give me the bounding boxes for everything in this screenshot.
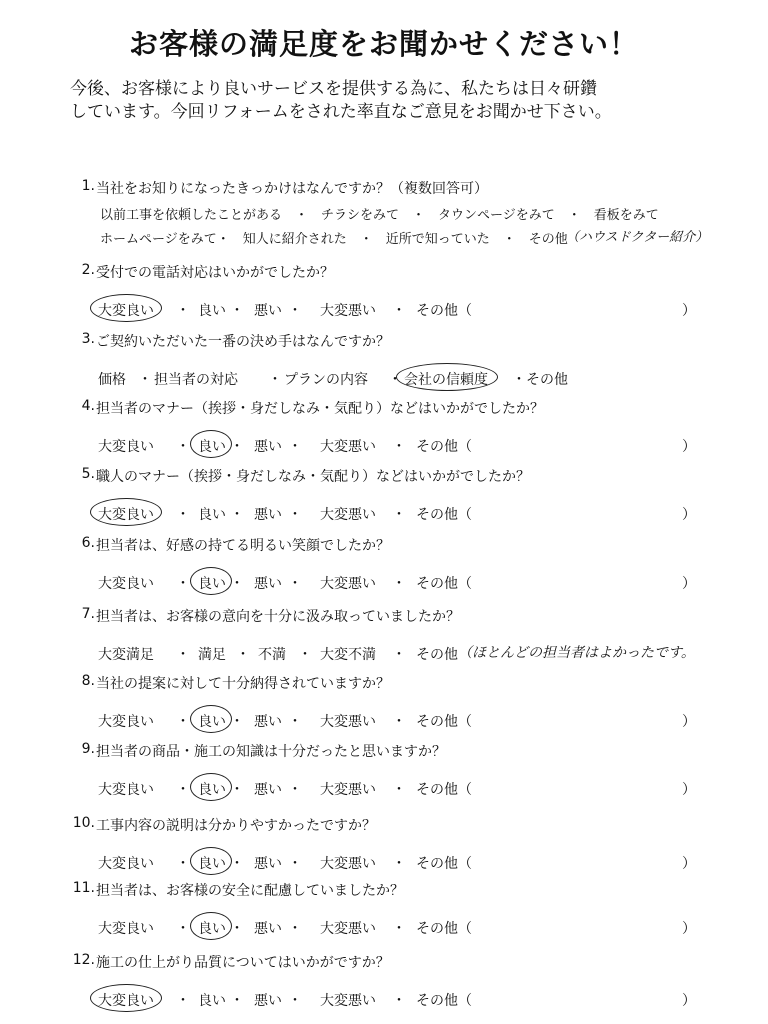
close-paren: ） <box>682 303 696 319</box>
close-paren: ） <box>682 921 696 937</box>
question-text: 当社をお知りになったきっかけはなんですか？（複数回答可） <box>96 181 488 197</box>
option-4[interactable]: その他（ <box>416 576 472 592</box>
option-separator: ・ <box>176 921 190 937</box>
survey-title: お客様の満足度をお聞かせください！ <box>128 27 639 61</box>
option-separator: ・ <box>512 372 526 388</box>
selected-answer-circle <box>190 773 232 801</box>
option-4[interactable]: その他（ <box>416 714 472 730</box>
option-0[interactable]: 大変良い <box>98 507 154 523</box>
question-number: 7. <box>81 606 95 622</box>
option-separator: ・ <box>288 856 302 872</box>
option-separator: ・ <box>176 782 190 798</box>
option-separator: ・ <box>288 714 302 730</box>
q1-options-line-1: 以前工事を依頼したことがある ・ チラシをみて ・ タウンページをみて ・ 看板をみて <box>100 208 659 223</box>
option-separator: ・ <box>230 439 244 455</box>
selected-answer-circle <box>190 705 232 733</box>
option-2[interactable]: 悪い <box>254 303 282 319</box>
selected-answer-circle <box>190 567 232 595</box>
question-number: 4. <box>81 398 95 414</box>
option-2[interactable]: 悪い <box>254 439 282 455</box>
option-separator: ・ <box>388 372 402 388</box>
option-0[interactable]: 大変良い <box>98 993 154 1009</box>
option-separator: ・ <box>288 439 302 455</box>
option-4[interactable]: その他（ <box>416 439 472 455</box>
question-text: 受付での電話対応はいかがでしたか？ <box>96 265 334 281</box>
question-number: 1. <box>81 178 95 194</box>
option-0[interactable]: 価格 <box>98 372 126 388</box>
option-separator: ・ <box>288 782 302 798</box>
option-3[interactable]: 大変悪い <box>320 507 376 523</box>
option-separator: ・ <box>176 714 190 730</box>
question-number: 9. <box>81 741 95 757</box>
question-text: 職人のマナー（挨拶・身だしなみ・気配り）などはいかがでしたか？ <box>96 469 530 485</box>
option-separator: ・ <box>392 303 406 319</box>
option-separator: ・ <box>176 856 190 872</box>
selected-answer-circle <box>90 984 162 1012</box>
option-separator: ・ <box>392 714 406 730</box>
option-0[interactable]: 大変良い <box>98 303 154 319</box>
question-number: 12. <box>72 952 95 968</box>
option-separator: ・ <box>288 921 302 937</box>
question-number: 2. <box>81 262 95 278</box>
option-separator: ・ <box>230 782 244 798</box>
option-1[interactable]: 良い <box>198 856 226 872</box>
option-3[interactable]: 会社の信頼度 <box>404 372 488 388</box>
option-4[interactable]: その他（ <box>416 921 472 937</box>
option-separator: ・ <box>392 576 406 592</box>
option-3[interactable]: 大変悪い <box>320 303 376 319</box>
close-paren: ） <box>682 993 696 1009</box>
q1-options-line-2: ホームページをみて・ 知人に紹介された ・ 近所で知っていた ・ その他 <box>100 232 568 247</box>
option-4[interactable]: その他（ <box>416 303 472 319</box>
option-separator: ・ <box>236 647 250 663</box>
option-separator: ・ <box>230 303 244 319</box>
option-separator: ・ <box>288 303 302 319</box>
option-separator: ・ <box>230 576 244 592</box>
option-1[interactable]: 良い <box>198 921 226 937</box>
option-0[interactable]: 大変良い <box>98 856 154 872</box>
option-1[interactable]: 良い <box>198 993 226 1009</box>
option-1[interactable]: 満足 <box>198 647 226 663</box>
selected-answer-circle <box>90 498 162 526</box>
option-3[interactable]: 大変悪い <box>320 993 376 1009</box>
option-separator: ・ <box>392 856 406 872</box>
option-2[interactable]: 悪い <box>254 576 282 592</box>
option-2[interactable]: 悪い <box>254 856 282 872</box>
option-separator: ・ <box>176 647 190 663</box>
option-0[interactable]: 大変良い <box>98 782 154 798</box>
option-separator: ・ <box>230 856 244 872</box>
question-text: 施工の仕上がり品質についてはいかがですか？ <box>96 955 390 971</box>
option-separator: ・ <box>230 993 244 1009</box>
option-separator: ・ <box>268 372 282 388</box>
question-text: ご契約いただいた一番の決め手はなんですか？ <box>96 334 390 350</box>
option-separator: ・ <box>392 921 406 937</box>
question-text: 担当者は、お客様の意向を十分に汲み取っていましたか？ <box>96 609 460 625</box>
question-text: 担当者の商品・施工の知識は十分だったと思いますか？ <box>96 744 446 760</box>
question-number: 5. <box>81 466 95 482</box>
option-3[interactable]: 大変悪い <box>320 921 376 937</box>
option-1[interactable]: 良い <box>198 439 226 455</box>
option-4[interactable]: その他 <box>526 372 568 388</box>
option-0[interactable]: 大変良い <box>98 439 154 455</box>
option-separator: ・ <box>288 507 302 523</box>
question-text: 担当者は、お客様の安全に配慮していましたか？ <box>96 883 404 899</box>
selected-answer-circle <box>396 363 498 391</box>
q1-handwritten-answer: （ハウスドクター紹介） <box>566 230 709 245</box>
close-paren: ） <box>682 782 696 798</box>
option-2[interactable]: 悪い <box>254 714 282 730</box>
selected-answer-circle <box>190 912 232 940</box>
option-3[interactable]: 大変悪い <box>320 856 376 872</box>
option-4[interactable]: その他（ <box>416 507 472 523</box>
close-paren: ） <box>682 856 696 872</box>
option-4[interactable]: その他（ <box>416 782 472 798</box>
question-text: 担当者は、好感の持てる明るい笑顔でしたか？ <box>96 538 390 554</box>
option-2[interactable]: 悪い <box>254 921 282 937</box>
option-2[interactable]: 悪い <box>254 782 282 798</box>
option-3[interactable]: 大変悪い <box>320 439 376 455</box>
close-paren: ） <box>682 439 696 455</box>
option-3[interactable]: 大変悪い <box>320 576 376 592</box>
option-separator: ・ <box>176 507 190 523</box>
option-separator: ・ <box>392 647 406 663</box>
option-1[interactable]: 良い <box>198 507 226 523</box>
option-1[interactable]: 良い <box>198 714 226 730</box>
option-separator: ・ <box>288 993 302 1009</box>
option-separator: ・ <box>298 647 312 663</box>
option-separator: ・ <box>176 576 190 592</box>
option-separator: ・ <box>176 439 190 455</box>
option-3[interactable]: 大変悪い <box>320 782 376 798</box>
selected-answer-circle <box>90 294 162 322</box>
close-paren: ） <box>682 714 696 730</box>
option-separator: ・ <box>392 993 406 1009</box>
option-1[interactable]: 良い <box>198 782 226 798</box>
option-1[interactable]: 担当者の対応 <box>154 372 238 388</box>
option-4[interactable]: その他 <box>416 647 458 663</box>
option-separator: ・ <box>392 439 406 455</box>
handwritten-answer: （ほとんどの担当者はよかったです。 <box>458 645 695 661</box>
option-0[interactable]: 大変良い <box>98 714 154 730</box>
option-3[interactable]: 大変悪い <box>320 714 376 730</box>
intro-line-2: しています。今回リフォームをされた率直なご意見をお聞かせ下さい。 <box>70 102 612 122</box>
option-4[interactable]: その他（ <box>416 856 472 872</box>
close-paren: ） <box>682 576 696 592</box>
selected-answer-circle <box>190 430 232 458</box>
option-separator: ・ <box>230 714 244 730</box>
option-separator: ・ <box>176 993 190 1009</box>
option-separator: ・ <box>230 921 244 937</box>
option-separator: ・ <box>392 782 406 798</box>
option-4[interactable]: その他（ <box>416 993 472 1009</box>
question-number: 10. <box>72 815 95 831</box>
question-text: 当社の提案に対して十分納得されていますか？ <box>96 676 390 692</box>
question-number: 6. <box>81 535 95 551</box>
option-separator: ・ <box>176 303 190 319</box>
option-separator: ・ <box>230 507 244 523</box>
option-2[interactable]: プランの内容 <box>284 372 368 388</box>
option-2[interactable]: 悪い <box>254 993 282 1009</box>
option-2[interactable]: 不満 <box>258 647 286 663</box>
option-3[interactable]: 大変不満 <box>320 647 376 663</box>
option-0[interactable]: 大変良い <box>98 921 154 937</box>
question-text: 担当者のマナー（挨拶・身だしなみ・気配り）などはいかがでしたか？ <box>96 401 544 417</box>
option-separator: ・ <box>288 576 302 592</box>
option-separator: ・ <box>138 372 152 388</box>
question-number: 11. <box>72 880 95 896</box>
close-paren: ） <box>682 507 696 523</box>
option-1[interactable]: 良い <box>198 303 226 319</box>
option-1[interactable]: 良い <box>198 576 226 592</box>
question-text: 工事内容の説明は分かりやすかったですか？ <box>96 818 376 834</box>
option-2[interactable]: 悪い <box>254 507 282 523</box>
option-0[interactable]: 大変良い <box>98 576 154 592</box>
selected-answer-circle <box>190 847 232 875</box>
question-number: 3. <box>81 331 95 347</box>
option-separator: ・ <box>392 507 406 523</box>
intro-line-1: 今後、お客様により良いサービスを提供する為に、私たちは日々研鑽 <box>70 79 597 99</box>
option-0[interactable]: 大変満足 <box>98 647 154 663</box>
question-number: 8. <box>81 673 95 689</box>
